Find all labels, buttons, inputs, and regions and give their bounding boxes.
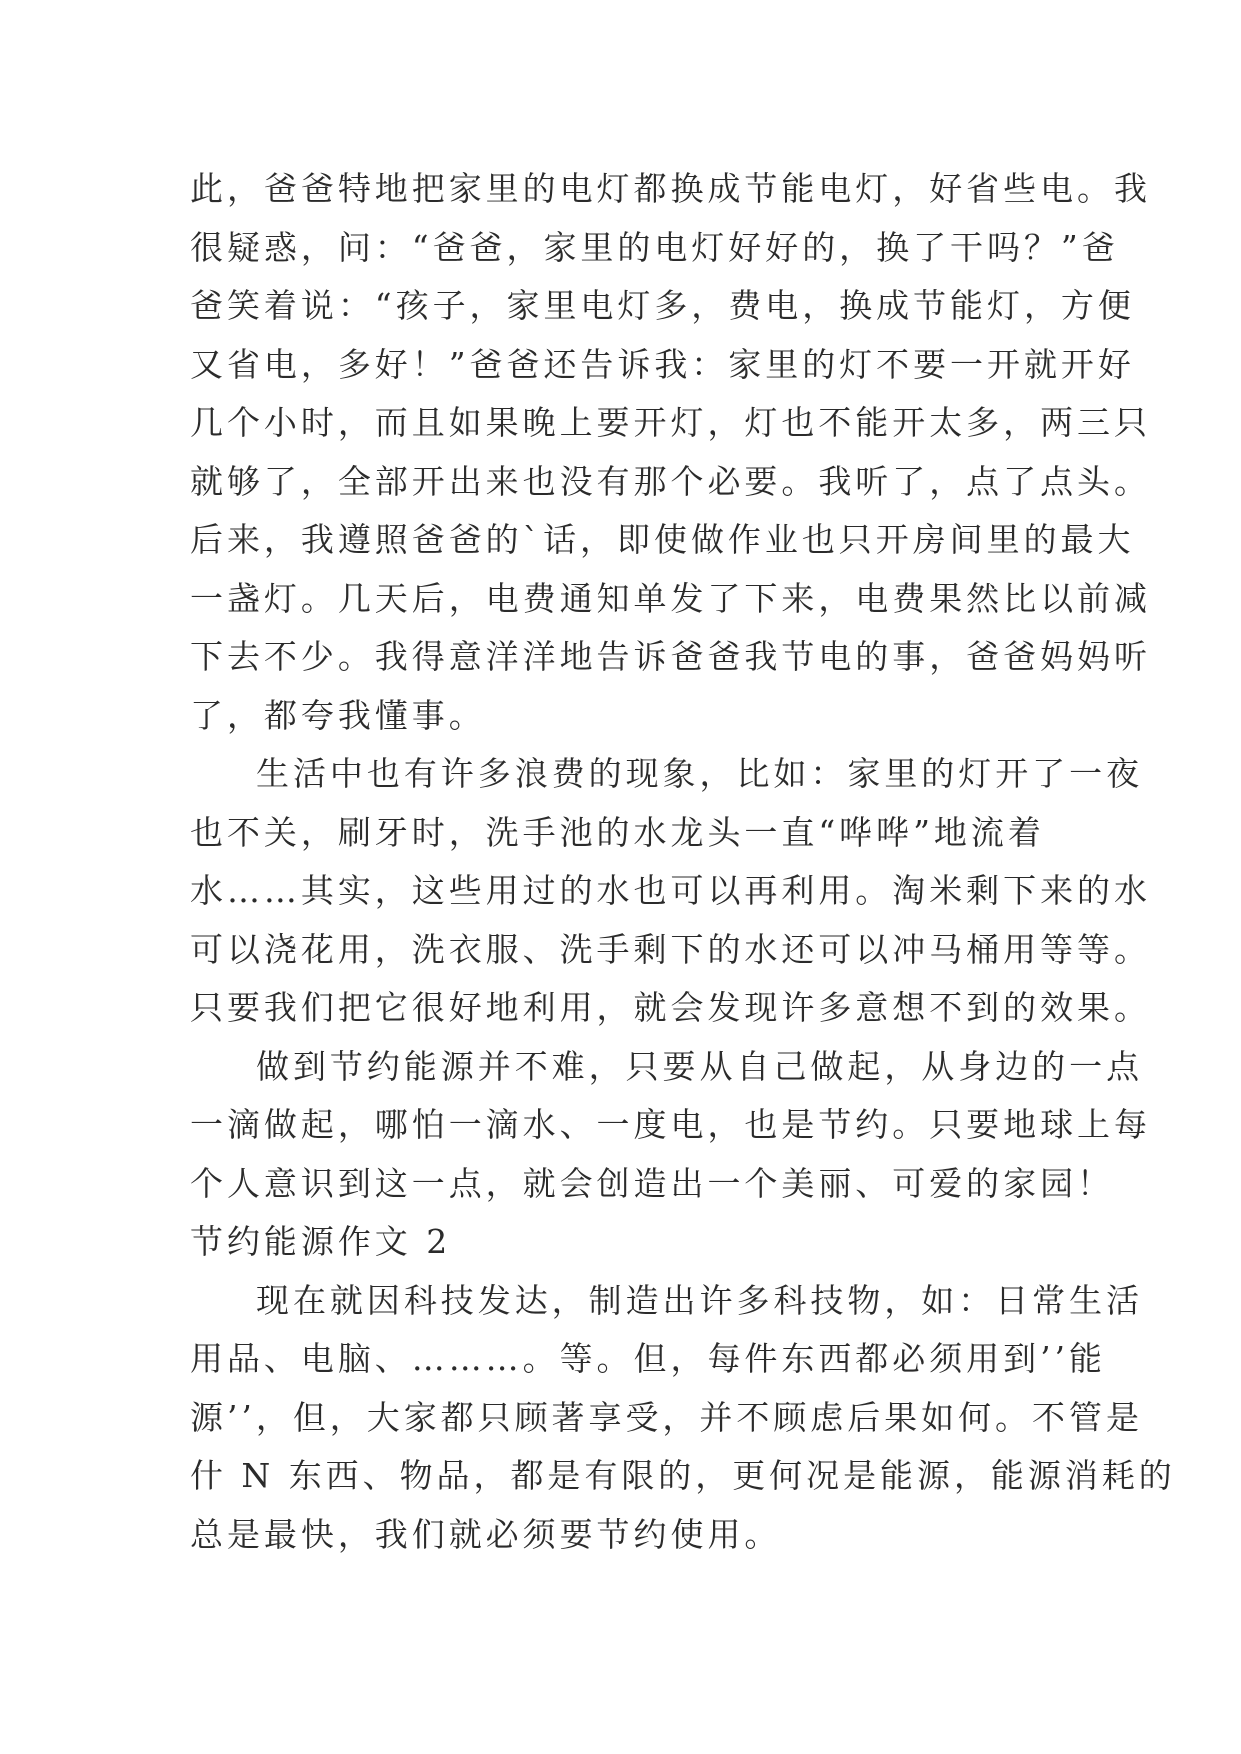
text-line: 爸笑着说：“孩子，家里电灯多，费电，换成节能灯，方便 <box>190 286 1135 325</box>
text-line: 只要我们把它很好地利用，就会发现许多意想不到的效果。 <box>190 988 1151 1027</box>
text-line: 源’’，但，大家都只顾著享受，并不顾虑后果如何。不管是 <box>190 1397 1143 1437</box>
text-line: 下去不少。我得意洋洋地告诉爸爸我节电的事，爸爸妈妈听 <box>190 637 1151 676</box>
text-line: 水……其实，这些用过的水也可以再利用。淘米剩下来的水 <box>190 871 1151 910</box>
text-line: 用品、电脑、………。等。但，每件东西都必须用到’’能 <box>190 1339 1106 1378</box>
text-line: 也不关，刷牙时，洗手池的水龙头一直“哗哗”地流着 <box>190 812 1045 852</box>
text-line: 又省电，多好！”爸爸还告诉我：家里的灯不要一开就开好 <box>190 344 1135 384</box>
paragraph-first-line: 做到节约能源并不难，只要从自己做起，从身边的一点 <box>256 1046 1144 1086</box>
text-line: 可以浇花用，洗衣服、洗手剩下的水还可以冲马桶用等等。 <box>190 929 1151 969</box>
text-line: 后来，我遵照爸爸的`话，即使做作业也只开房间里的最大 <box>190 520 1135 559</box>
paragraph-first-line: 生活中也有许多浪费的现象，比如：家里的灯开了一夜 <box>256 754 1144 793</box>
text-line: 什 N 东西、物品，都是有限的，更何况是能源，能源消耗的 <box>190 1456 1176 1495</box>
text-line: 就够了，全部开出来也没有那个必要。我听了，点了点头。 <box>190 461 1151 501</box>
paragraph-first-line: 现在就因科技发达，制造出许多科技物，如：日常生活 <box>256 1280 1144 1320</box>
text-line: 一滴做起，哪怕一滴水、一度电，也是节约。只要地球上每 <box>190 1105 1151 1144</box>
text-line: 一盏灯。几天后，电费通知单发了下来，电费果然比以前减 <box>190 578 1151 618</box>
text-line: 此，爸爸特地把家里的电灯都换成节能电灯，好省些电。我 <box>190 169 1151 208</box>
text-line: 了，都夸我懂事。 <box>190 695 486 735</box>
text-line: 总是最快，我们就必须要节约使用。 <box>190 1514 782 1554</box>
body-text <box>190 160 1176 1564</box>
text-line: 很疑惑，问：“爸爸，家里的电灯好好的，换了干吗？”爸 <box>190 227 1119 267</box>
text-line: 个人意识到这一点，就会创造出一个美丽、可爱的家园！ <box>190 1163 1114 1203</box>
text-line: 节约能源作文 2 <box>190 1222 452 1261</box>
text-line: 几个小时，而且如果晚上要开灯，灯也不能开太多，两三只 <box>190 403 1151 442</box>
